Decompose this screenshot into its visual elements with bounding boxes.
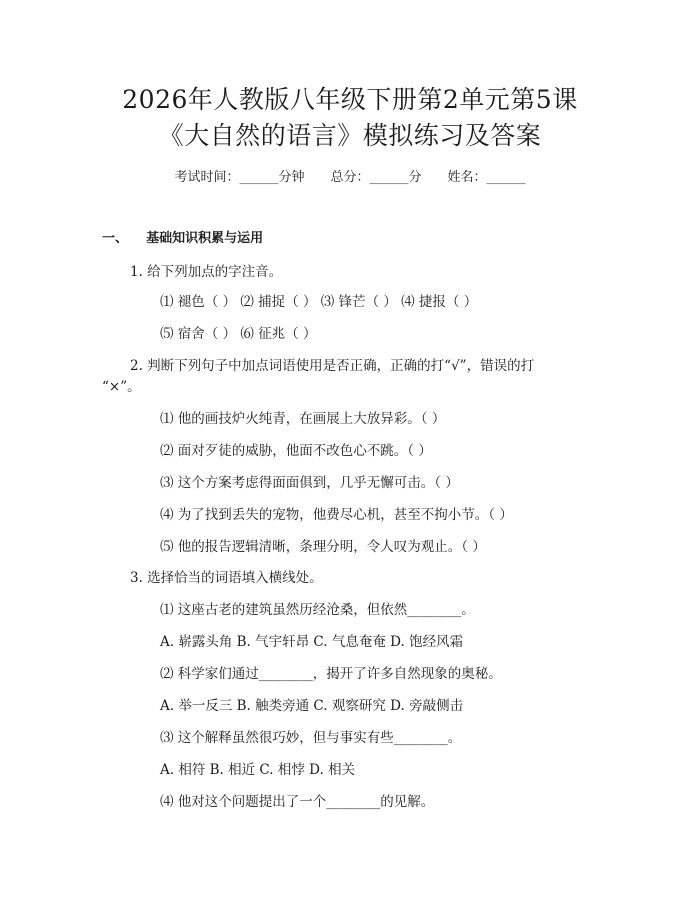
page-title-line1: 2026年人教版八年级下册第2单元第5课 (122, 85, 578, 114)
page-title-line2: 《大自然的语言》模拟练习及答案 (158, 121, 542, 150)
exam-time-field: 考试时间：______分钟 (174, 170, 305, 185)
section-number: 一、 (102, 231, 129, 246)
question-2-item-3: ⑶ 这个方案考虑得面面俱到，几乎无懈可击。（ ） (160, 475, 459, 491)
question-1-stem: 1. 给下列加点的字注音。 (130, 264, 283, 280)
section-title: 基础知识积累与运用 (146, 231, 264, 246)
question-2-stem-cont: “×”。 (102, 379, 141, 395)
question-2-stem: 2. 判断下列句子中加点词语使用是否正确，正确的打“√”，错误的打 (130, 358, 535, 374)
question-3-options-1: A. 崭露头角 B. 气宇轩昂 C. 气息奄奄 D. 饱经风霜 (160, 634, 464, 650)
exam-name-field: 姓名：______ (447, 170, 526, 185)
question-3-sub-3: ⑶ 这个解释虽然很巧妙，但与事实有些________。 (160, 730, 462, 746)
question-3-sub-4: ⑷ 他对这个问题提出了一个________的见解。 (160, 794, 435, 810)
question-1-row1: ⑴ 褪色（ ） ⑵ 捕捉（ ） ⑶ 锋芒（ ） ⑷ 捷报（ ） (160, 294, 478, 310)
question-3-sub-1: ⑴ 这座古老的建筑虽然历经沧桑，但依然________。 (160, 602, 475, 618)
section-heading (102, 229, 263, 249)
question-2-item-4: ⑷ 为了找到丢失的宠物，他费尽心机，甚至不拘小节。（ ） (160, 507, 513, 523)
question-2-item-5: ⑸ 他的报告逻辑清晰，条理分明，令人叹为观止。（ ） (160, 539, 486, 555)
question-1-row2: ⑸ 宿舍（ ） ⑹ 征兆（ ） (160, 326, 317, 342)
exam-info (0, 168, 700, 188)
exam-score-field: 总分：______分 (330, 170, 422, 185)
question-3-stem: 3. 选择恰当的词语填入横线处。 (130, 570, 323, 586)
question-3-sub-2: ⑵ 科学家们通过________，揭开了许多自然现象的奥秘。 (160, 666, 502, 682)
question-3-options-3: A. 相符 B. 相近 C. 相悖 D. 相关 (160, 762, 356, 778)
question-2-item-2: ⑵ 面对歹徒的威胁，他面不改色心不跳。（ ） (160, 443, 432, 459)
question-2-item-1: ⑴ 他的画技炉火纯青，在画展上大放异彩。（ ） (160, 411, 446, 427)
question-3-options-2: A. 举一反三 B. 触类旁通 C. 观察研究 D. 旁敲侧击 (160, 698, 464, 714)
